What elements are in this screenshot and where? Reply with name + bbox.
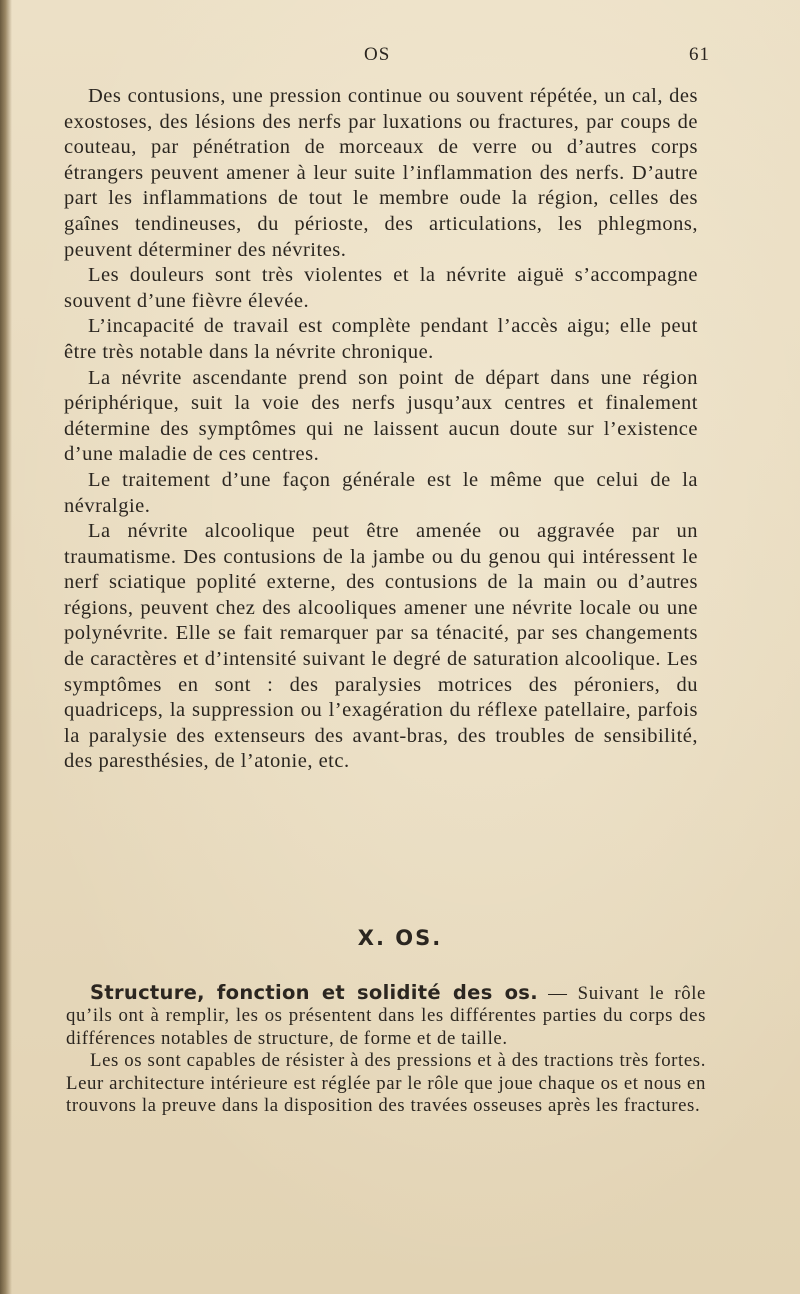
running-head-title: OS (364, 44, 391, 65)
paragraph-resistance: Les os sont capables de résister à des pressions et à des tractions très fortes. Leur architecture intérieure est réglée par le rôle que joue chaque os et nous en trouvons la preuve dans la disposition des travées osseuses après les fractures. (66, 1050, 706, 1117)
paragraph-nevrite-alcoolique: La névrite alcoolique peut être amenée ou aggravée par un traumatisme. Des contusions de la jambe ou du genou qui intéressent le nerf sciatique poplité externe, des contusions de la main ou d’autres régions, peuvent chez des alcooliques amener une névrite locale ou une polynévrite. Elle se fait remarquer par sa ténacité, par ses changements de caractères et d’intensité suivant le degré de saturation alcoolique. Les symptômes en sont : des paralysies motrices des péroniers, du quadriceps, la suppression ou l’exagération du réflexe patellaire, parfois la paralysie des extenseurs des avant-bras, des troubles de sensibilité, des paresthésies, de l’atonie, etc. (64, 520, 698, 773)
section-body-text (66, 982, 706, 1117)
page-binding-edge (0, 0, 12, 1294)
paragraph-traitement: Le traitement d’une façon générale est le même que celui de la névralgie. (64, 468, 698, 517)
main-body-text (64, 84, 698, 775)
running-head (64, 44, 710, 70)
paragraph-nevrite-ascendante: La névrite ascendante prend son point de départ dans une région périphérique, suit la voie des nerfs jusqu’aux centres et finalement détermine des symptômes qui ne laissent aucun doute sur l’existence d’une maladie de ces centres. (64, 366, 698, 466)
paragraph-incapacite: L’incapacité de travail est complète pendant l’accès aigu; elle peut être très notable dans la névrite chronique. (64, 315, 698, 363)
section-heading: X. OS. (357, 926, 443, 950)
paragraph-structure-text: Suivant le rôle qu’ils ont à remplir, les os présentent dans les différentes parties du corps des différences notables de structure, de forme et de taille. (66, 983, 706, 1049)
paragraph-douleurs: Les douleurs sont très violentes et la névrite aiguë s’accompagne souvent d’une fièvre élevée. (64, 264, 698, 312)
page-number: 61 (689, 44, 710, 65)
paragraph-causes: Des contusions, une pression continue ou souvent répétée, un cal, des exostoses, des lésions des nerfs par luxations ou fractures, par coups de couteau, par pénétration de morceaux de verre ou d’autres corps étrangers peuvent amener à leur suite l’inflammation des nerfs. D’autre part les inflammations de tout le membre oude la région, celles des gaînes tendineuses, du périoste, des articulations, les phlegmons, peuvent déterminer des névrites. (64, 85, 698, 261)
paragraph-structure (66, 982, 706, 1050)
run-in-dash: — (537, 983, 578, 1004)
run-in-heading: Structure, fonction et solidité des os. (90, 981, 538, 1004)
